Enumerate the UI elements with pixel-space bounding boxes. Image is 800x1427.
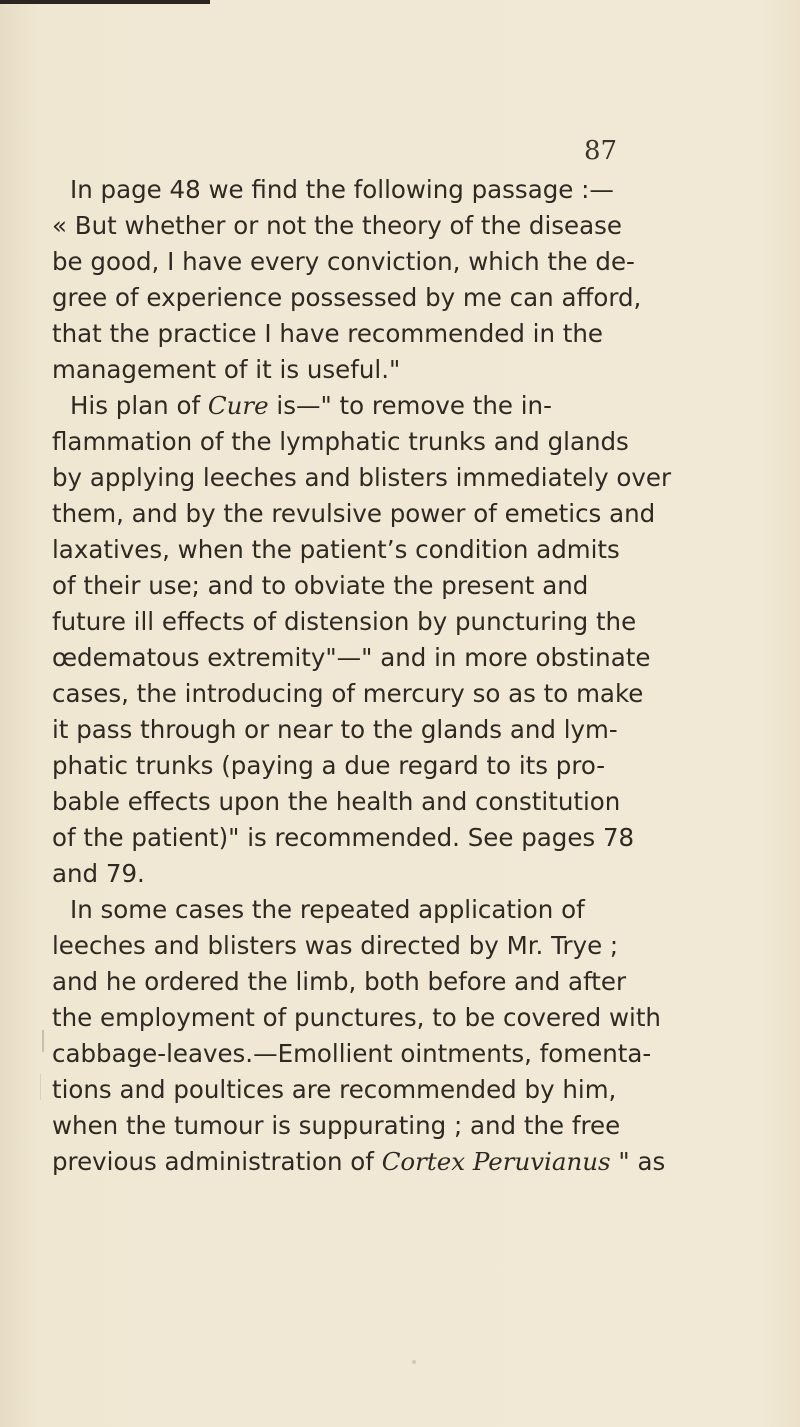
text-line: be good, I have every conviction, which the de- [52,247,635,276]
text-run: previous administration of [52,1147,382,1176]
text-line: In some cases the repeated application of [70,895,585,924]
text-line: In page 48 we find the following passage :— [70,175,614,204]
text-line: of the patient)" is recommended. See pages 78 [52,823,635,852]
page-stain-dot [412,1360,416,1364]
text-line: when the tumour is suppurating ; and the free [52,1111,621,1140]
text-line: « But whether or not the theory of the disease [52,211,622,240]
text-line: cabbage-leaves.—Emollient ointments, fomenta- [52,1039,652,1068]
text-line: leeches and blisters was directed by Mr. Trye ; [52,931,619,960]
text-line: phatic trunks (paying a due regard to its pro- [52,751,606,780]
text-line: it pass through or near to the glands and lym- [52,715,618,744]
text-line: tions and poultices are recommended by him, [52,1075,617,1104]
text-line: œdematous extremity"—" and in more obstinate [52,643,651,672]
italic-text-run: Cure [207,391,269,420]
text-run: is—" to remove the in- [268,391,552,420]
page-stain-mark [42,1030,44,1052]
text-line: flammation of the lymphatic trunks and glands [52,427,629,456]
text-line: them, and by the revulsive power of emetics and [52,499,656,528]
text-line [52,1146,665,1178]
text-line: that the practice I have recommended in the [52,319,603,348]
page-number: 87 [584,136,618,166]
text-line: of their use; and to obviate the present and [52,571,589,600]
text-line: and he ordered the limb, both before and after [52,967,627,996]
text-run: His plan of [70,391,208,420]
text-line [70,390,552,422]
italic-text-run: Cortex Peruvianus [381,1147,611,1176]
text-line: gree of experience possessed by me can afford, [52,283,642,312]
text-line: bable effects upon the health and constitution [52,787,621,816]
text-line: and 79. [52,859,145,888]
text-line: management of it is useful." [52,355,401,384]
page-stain-mark [40,1074,41,1100]
text-line: by applying leeches and blisters immediately over [52,463,672,492]
text-line: cases, the introducing of mercury so as to make [52,679,644,708]
text-line: laxatives, when the patient’s condition admits [52,535,620,564]
text-line: future ill effects of distension by puncturing the [52,607,637,636]
text-line: the employment of punctures, to be covered with [52,1003,661,1032]
text-run: " as [610,1147,666,1176]
